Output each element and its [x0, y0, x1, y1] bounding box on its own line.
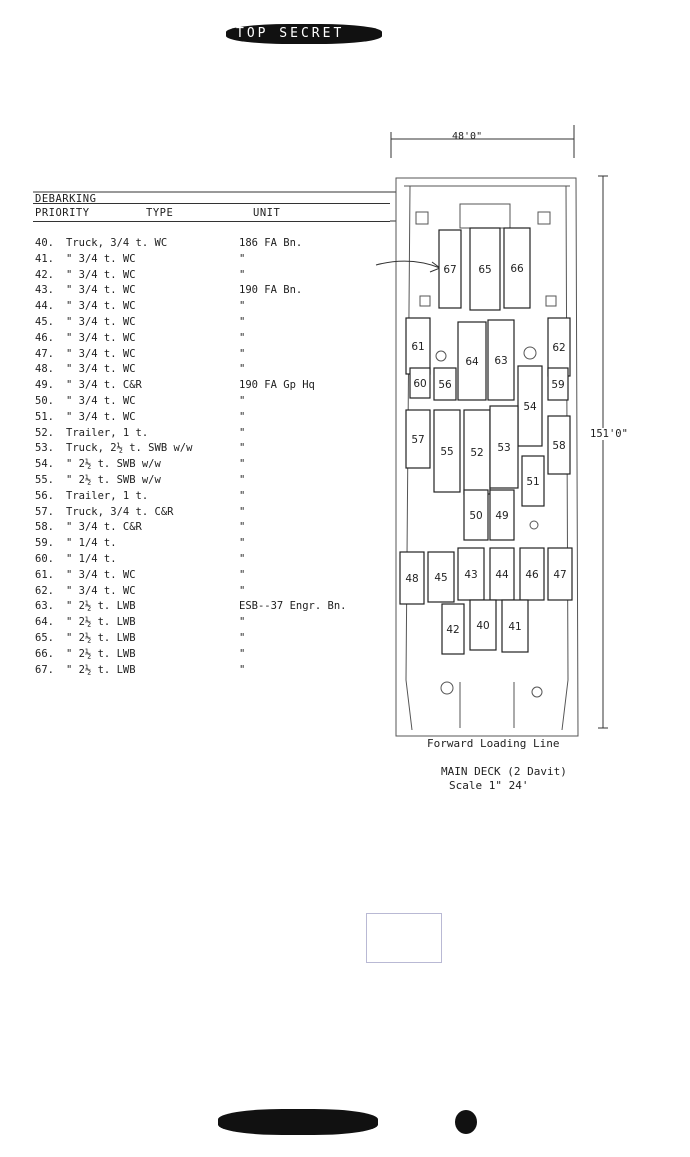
row-priority: 50.: [35, 395, 54, 407]
row-priority: 59.: [35, 537, 54, 550]
width-dimension: 48'0": [452, 131, 483, 142]
length-dimension: 151'0": [590, 428, 628, 440]
deck-title: MAIN DECK (2 Davit): [441, 765, 567, 778]
row-type: " 2½ t. LWB: [66, 600, 136, 613]
vehicle-number-46: 46: [525, 569, 539, 581]
row-type: " 2½ t. SWB w/w: [66, 458, 161, 471]
row-type: " 3/4 t. WC: [66, 584, 136, 597]
vehicle-number-62: 62: [552, 342, 566, 354]
vehicle-number-64: 64: [465, 356, 479, 368]
row-type: " 1/4 t.: [66, 537, 117, 550]
row-unit: ": [239, 347, 246, 360]
row-priority: 47.: [35, 347, 54, 360]
row-type: " 3/4 t. WC: [66, 331, 136, 344]
row-type: " 1/4 t.: [66, 553, 117, 565]
row-priority: 58.: [35, 521, 54, 534]
row-priority: 42.: [35, 268, 54, 281]
row-priority: 57.: [35, 505, 54, 518]
vehicle-number-53: 53: [497, 442, 511, 454]
row-type: Trailer, 1 t.: [66, 489, 149, 502]
row-unit: ": [239, 458, 246, 471]
row-type: " 3/4 t. WC: [66, 347, 136, 360]
row-priority: 67.: [35, 663, 54, 676]
vehicle-number-42: 42: [446, 624, 460, 636]
vehicle-number-56: 56: [438, 379, 452, 391]
row-priority: 45.: [35, 316, 54, 328]
row-unit: ": [239, 395, 246, 407]
row-type: " 3/4 t. WC: [66, 410, 136, 423]
vehicle-number-55: 55: [440, 446, 454, 458]
row-type: Truck, 3/4 t. WC: [66, 237, 168, 249]
row-unit: ": [239, 489, 246, 502]
row-unit: ": [239, 363, 246, 376]
vehicle-number-57: 57: [411, 434, 425, 446]
row-unit: 190 FA Gp Hq: [239, 379, 315, 392]
row-type: " 3/4 t. WC: [66, 568, 136, 581]
row-priority: 46.: [35, 331, 54, 344]
row-priority: 40.: [35, 237, 54, 249]
row-type: " 2½ t. LWB: [66, 663, 136, 676]
vehicle-number-51: 51: [526, 476, 540, 488]
row-priority: 65.: [35, 632, 54, 644]
vehicle-number-43: 43: [464, 569, 478, 581]
vehicle-number-52: 52: [470, 447, 484, 459]
vehicle-number-54: 54: [523, 401, 537, 413]
row-type: " 3/4 t. WC: [66, 316, 136, 328]
vehicle-number-58: 58: [552, 440, 566, 452]
row-priority: 55.: [35, 474, 54, 486]
redaction-dot-bottom: [455, 1110, 477, 1134]
row-priority: 63.: [35, 600, 54, 613]
row-unit: ": [239, 553, 246, 565]
row-unit: ESB--37 Engr. Bn.: [239, 600, 347, 613]
row-unit: ": [239, 521, 246, 534]
row-priority: 49.: [35, 379, 54, 392]
vehicle-number-66: 66: [510, 263, 524, 275]
priority-header-line1: DEBARKING: [35, 193, 97, 205]
faint-stamp: [366, 913, 442, 963]
row-priority: 53.: [35, 442, 54, 455]
row-type: " 3/4 t. WC: [66, 300, 136, 313]
vehicle-number-48: 48: [405, 573, 419, 585]
row-type: Trailer, 1 t.: [66, 426, 149, 439]
forward-loading-line-label: Forward Loading Line: [427, 737, 560, 750]
security-marking-top: TOP SECRET: [236, 26, 345, 41]
row-priority: 64.: [35, 616, 54, 629]
row-priority: 51.: [35, 410, 54, 423]
row-type: " 3/4 t. WC: [66, 268, 136, 281]
row-priority: 62.: [35, 584, 54, 597]
row-unit: ": [239, 410, 246, 423]
row-unit: ": [239, 268, 246, 281]
row-unit: ": [239, 426, 246, 439]
vehicle-number-40: 40: [476, 620, 490, 632]
vehicle-number-50: 50: [469, 510, 483, 522]
row-priority: 61.: [35, 568, 54, 581]
vehicle-number-44: 44: [495, 569, 509, 581]
vehicle-number-67: 67: [443, 264, 457, 276]
vehicle-number-59: 59: [551, 379, 565, 391]
row-unit: ": [239, 647, 246, 660]
row-unit: ": [239, 442, 246, 455]
row-unit: ": [239, 632, 246, 644]
row-priority: 56.: [35, 489, 54, 502]
type-header: TYPE: [146, 207, 174, 219]
deck-scale: Scale 1" 24': [449, 779, 529, 792]
vehicle-number-41: 41: [508, 621, 522, 633]
vehicle-number-49: 49: [495, 510, 509, 522]
row-priority: 41.: [35, 252, 54, 265]
row-unit: ": [239, 300, 246, 313]
row-priority: 60.: [35, 553, 54, 565]
redaction-mark-bottom: [218, 1109, 378, 1135]
row-type: " 3/4 t. WC: [66, 395, 136, 407]
row-type: " 3/4 t. WC: [66, 363, 136, 376]
row-type: " 3/4 t. C&R: [66, 521, 142, 534]
row-priority: 48.: [35, 363, 54, 376]
row-type: " 2½ t. LWB: [66, 647, 136, 660]
row-priority: 44.: [35, 300, 54, 313]
row-unit: 186 FA Bn.: [239, 237, 303, 249]
row-unit: ": [239, 316, 246, 328]
vehicle-number-60: 60: [413, 378, 427, 390]
row-type: " 3/4 t. WC: [66, 284, 136, 297]
priority-header-line2: PRIORITY: [35, 207, 90, 219]
row-priority: 43.: [35, 284, 54, 297]
row-type: " 3/4 t. WC: [66, 252, 136, 265]
row-unit: ": [239, 663, 246, 676]
vehicle-number-61: 61: [411, 341, 425, 353]
vehicle-number-65: 65: [478, 264, 492, 276]
row-priority: 54.: [35, 458, 54, 471]
row-priority: 66.: [35, 647, 54, 660]
row-unit: 190 FA Bn.: [239, 284, 303, 297]
row-unit: ": [239, 616, 246, 629]
row-unit: ": [239, 584, 246, 597]
row-type: " 3/4 t. C&R: [66, 379, 142, 392]
row-unit: ": [239, 474, 246, 486]
vehicle-number-63: 63: [494, 355, 508, 367]
row-priority: 52.: [35, 426, 54, 439]
row-unit: ": [239, 537, 246, 550]
row-unit: ": [239, 331, 246, 344]
row-type: Truck, 3/4 t. C&R: [66, 505, 174, 518]
vehicle-number-45: 45: [434, 572, 448, 584]
row-type: " 2½ t. LWB: [66, 616, 136, 629]
vehicle-number-47: 47: [553, 569, 567, 581]
unit-header: UNIT: [253, 207, 281, 219]
row-type: " 2½ t. LWB: [66, 632, 136, 644]
row-unit: ": [239, 568, 246, 581]
row-type: " 2½ t. SWB w/w: [66, 474, 161, 486]
row-type: Truck, 2½ t. SWB w/w: [66, 442, 193, 455]
row-unit: ": [239, 252, 246, 265]
row-unit: ": [239, 505, 246, 518]
